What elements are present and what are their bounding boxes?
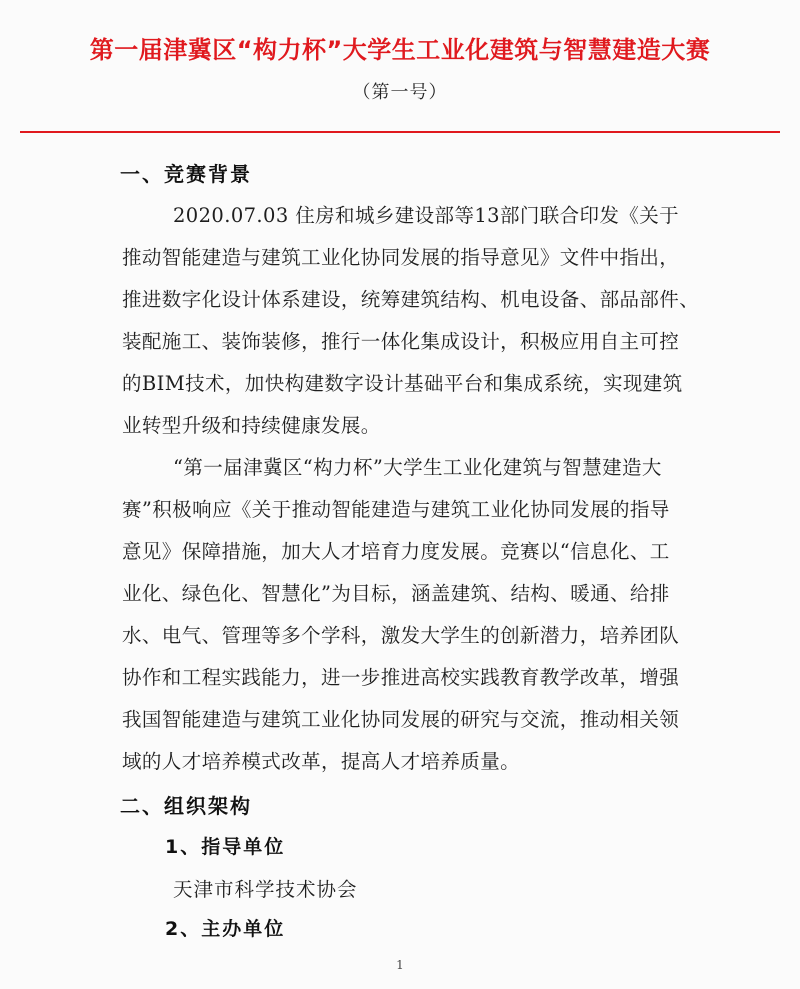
issue-number: （第一号） [352,82,448,103]
subheading-host-unit: 2、主办单位 [165,918,286,940]
subheading-guiding-unit: 1、指导单位 [165,836,286,858]
page-number: 1 [396,958,404,972]
paragraph-line: 推进数字化设计体系建设，统筹建筑结构、机电设备、部品部件、 [122,288,700,311]
section-heading-background: 一、竞赛背景 [120,162,252,186]
paragraph-line: 协作和工程实践能力，进一步推进高校实践教育教学改革，增强 [122,666,680,689]
paragraph-line: 2020.07.03 住房和城乡建设部等13部门联合印发《关于 [173,204,680,227]
paragraph-line: 意见》保障措施，加大人才培育力度发展。竞赛以“信息化、工 [122,540,670,563]
paragraph-line: 域的人才培养模式改革，提高人才培养质量。 [122,750,521,773]
paragraph-line: 我国智能建造与建筑工业化协同发展的研究与交流，推动相关领 [122,708,680,731]
red-divider [20,131,780,133]
paragraph-line: 赛”积极响应《关于推动智能建造与建筑工业化协同发展的指导 [122,498,670,521]
paragraph-line: 水、电气、管理等多个学科，激发大学生的创新潜力，培养团队 [122,624,680,647]
paragraph-line: 推动智能建造与建筑工业化协同发展的指导意见》文件中指出， [122,246,680,269]
paragraph-line: 的BIM技术，加快构建数字设计基础平台和集成系统，实现建筑 [122,372,683,395]
paragraph-line: 业转型升级和持续健康发展。 [122,414,381,437]
guiding-unit-name: 天津市科学技术协会 [173,878,358,901]
paragraph-line: “第一届津冀区“构力杯”大学生工业化建筑与智慧建造大 [173,456,662,479]
document-title: 第一届津冀区“构力杯”大学生工业化建筑与智慧建造大赛 [89,36,711,64]
section-heading-organization: 二、组织架构 [120,794,252,818]
paragraph-line: 业化、绿色化、智慧化”为目标，涵盖建筑、结构、暖通、给排 [122,582,670,605]
paragraph-line: 装配施工、装饰装修，推行一体化集成设计，积极应用自主可控 [122,330,680,353]
